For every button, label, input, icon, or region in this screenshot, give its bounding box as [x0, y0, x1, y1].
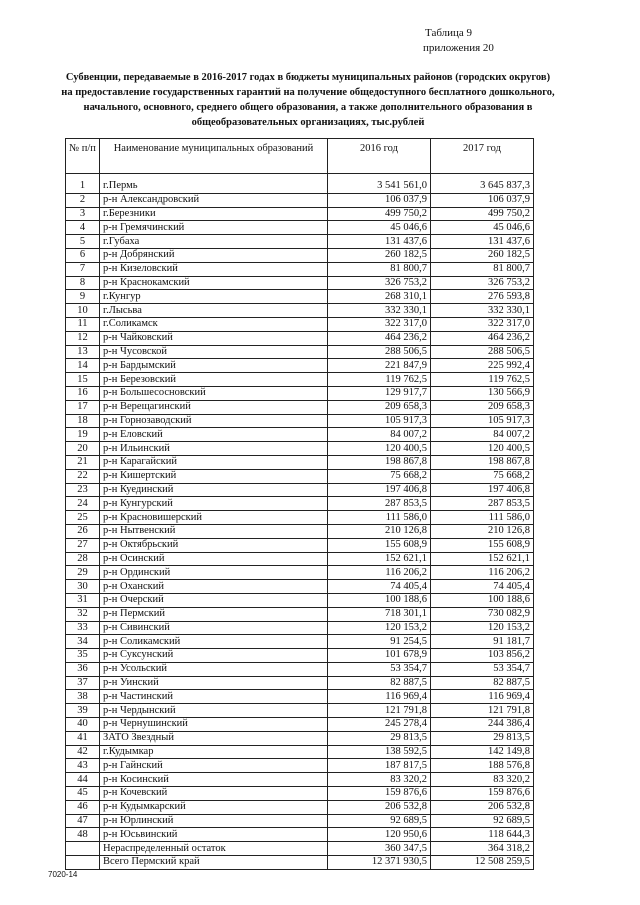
table-row [66, 317, 534, 331]
row-number-cell: 41 [66, 731, 100, 745]
value-2017-cell: 3 645 837,3 [431, 174, 534, 194]
municipality-name-cell: р-н Усольский [100, 662, 328, 676]
value-2017-cell: 45 046,6 [431, 221, 534, 235]
municipality-name-cell: р-н Кизеловский [100, 262, 328, 276]
municipality-name-cell: р-н Осинский [100, 552, 328, 566]
municipality-name-cell: г.Березники [100, 207, 328, 221]
municipality-name-cell: р-н Ильинский [100, 442, 328, 456]
table-row [66, 428, 534, 442]
row-number-cell: 42 [66, 745, 100, 759]
value-2017-cell: 92 689,5 [431, 814, 534, 828]
subvention-table [65, 138, 534, 870]
value-2016-cell: 91 254,5 [328, 635, 431, 649]
value-2016-cell: 332 330,1 [328, 304, 431, 318]
municipality-name-cell: р-н Косинский [100, 773, 328, 787]
document-code: 7020-14 [48, 870, 78, 879]
municipality-name-cell: р-н Чусовской [100, 345, 328, 359]
value-2017-cell: 152 621,1 [431, 552, 534, 566]
table-row [66, 773, 534, 787]
value-2017-cell: 105 917,3 [431, 414, 534, 428]
value-2016-cell: 53 354,7 [328, 662, 431, 676]
municipality-name-cell: р-н Гайнский [100, 759, 328, 773]
municipality-name-cell: р-н Чернушинский [100, 718, 328, 732]
value-2016-cell: 210 126,8 [328, 524, 431, 538]
row-number-cell: 20 [66, 442, 100, 456]
municipality-name-cell: р-н Верещагинский [100, 400, 328, 414]
row-number-cell: 5 [66, 235, 100, 249]
value-2017-cell: 106 037,9 [431, 193, 534, 207]
municipality-name-cell: р-н Чердынский [100, 704, 328, 718]
row-number-cell: 37 [66, 676, 100, 690]
value-2016-cell: 84 007,2 [328, 428, 431, 442]
table-row [66, 538, 534, 552]
column-header-number: № п/п [66, 139, 100, 174]
table-row [66, 800, 534, 814]
municipality-name-cell: р-н Оханский [100, 580, 328, 594]
table-number: Таблица 9 [425, 27, 473, 39]
municipality-name-cell: р-н Большесосновский [100, 386, 328, 400]
row-number-cell: 29 [66, 566, 100, 580]
table-row [66, 414, 534, 428]
table-row [66, 731, 534, 745]
value-2017-cell: 119 762,5 [431, 373, 534, 387]
row-number-cell: 7 [66, 262, 100, 276]
row-number-cell: 45 [66, 787, 100, 801]
value-2017-cell: 332 330,1 [431, 304, 534, 318]
row-number-cell: 26 [66, 524, 100, 538]
value-2017-cell: 260 182,5 [431, 248, 534, 262]
row-number-cell: 1 [66, 174, 100, 194]
table-row [66, 207, 534, 221]
value-2017-cell: 118 644,3 [431, 828, 534, 842]
municipality-name-cell: р-н Краснокамский [100, 276, 328, 290]
row-number-cell: 9 [66, 290, 100, 304]
municipality-name-cell: г.Кунгур [100, 290, 328, 304]
table-row [66, 483, 534, 497]
value-2016-cell: 322 317,0 [328, 317, 431, 331]
municipality-name-cell: р-н Кочевский [100, 787, 328, 801]
value-2016-cell: 360 347,5 [328, 842, 431, 856]
value-2017-cell: 81 800,7 [431, 262, 534, 276]
table-row [66, 649, 534, 663]
table-row [66, 511, 534, 525]
value-2017-cell: 12 508 259,5 [431, 856, 534, 870]
value-2017-cell: 103 856,2 [431, 649, 534, 663]
row-number-cell: 28 [66, 552, 100, 566]
value-2017-cell: 53 354,7 [431, 662, 534, 676]
municipality-name-cell: р-н Уинский [100, 676, 328, 690]
row-number-cell: 27 [66, 538, 100, 552]
row-number-cell: 6 [66, 248, 100, 262]
table-row [66, 455, 534, 469]
value-2016-cell: 138 592,5 [328, 745, 431, 759]
row-number-cell: 3 [66, 207, 100, 221]
value-2017-cell: 111 586,0 [431, 511, 534, 525]
value-2016-cell: 81 800,7 [328, 262, 431, 276]
value-2017-cell: 120 153,2 [431, 621, 534, 635]
row-number-cell: 8 [66, 276, 100, 290]
row-number-cell: 38 [66, 690, 100, 704]
row-number-cell: 40 [66, 718, 100, 732]
value-2016-cell: 120 950,6 [328, 828, 431, 842]
value-2016-cell: 155 608,9 [328, 538, 431, 552]
municipality-name-cell: р-н Очерский [100, 593, 328, 607]
municipality-name-cell: р-н Красновишерский [100, 511, 328, 525]
row-number-cell: 4 [66, 221, 100, 235]
municipality-name-cell: р-н Кудымкарский [100, 800, 328, 814]
table-row [66, 635, 534, 649]
table-row [66, 497, 534, 511]
table-row [66, 828, 534, 842]
value-2016-cell: 129 917,7 [328, 386, 431, 400]
row-number-cell: 16 [66, 386, 100, 400]
value-2017-cell: 116 206,2 [431, 566, 534, 580]
value-2016-cell: 120 400,5 [328, 442, 431, 456]
row-number-cell: 39 [66, 704, 100, 718]
value-2016-cell: 111 586,0 [328, 511, 431, 525]
value-2017-cell: 29 813,5 [431, 731, 534, 745]
table-row [66, 814, 534, 828]
value-2016-cell: 106 037,9 [328, 193, 431, 207]
value-2017-cell: 206 532,8 [431, 800, 534, 814]
municipality-name-cell: р-н Октябрьский [100, 538, 328, 552]
row-number-cell: 18 [66, 414, 100, 428]
municipality-name-cell: р-н Карагайский [100, 455, 328, 469]
table-row [66, 331, 534, 345]
value-2016-cell: 3 541 561,0 [328, 174, 431, 194]
municipality-name-cell: р-н Гремячинский [100, 221, 328, 235]
table-row [66, 676, 534, 690]
table-body [66, 174, 534, 870]
municipality-name-cell: р-н Еловский [100, 428, 328, 442]
value-2017-cell: 100 188,6 [431, 593, 534, 607]
value-2017-cell: 82 887,5 [431, 676, 534, 690]
appendix-number: приложения 20 [423, 42, 494, 54]
row-number-cell: 15 [66, 373, 100, 387]
table-row [66, 193, 534, 207]
value-2016-cell: 101 678,9 [328, 649, 431, 663]
value-2017-cell: 91 181,7 [431, 635, 534, 649]
value-2017-cell: 120 400,5 [431, 442, 534, 456]
value-2016-cell: 198 867,8 [328, 455, 431, 469]
table-row [66, 745, 534, 759]
row-number-cell: 33 [66, 621, 100, 635]
row-number-cell: 19 [66, 428, 100, 442]
municipality-name-cell: р-н Ординский [100, 566, 328, 580]
value-2016-cell: 100 188,6 [328, 593, 431, 607]
table-row [66, 759, 534, 773]
table-row [66, 174, 534, 194]
value-2016-cell: 209 658,3 [328, 400, 431, 414]
municipality-name-cell: р-н Частинский [100, 690, 328, 704]
municipality-name-cell: р-н Александровский [100, 193, 328, 207]
table-row [66, 552, 534, 566]
value-2016-cell: 116 969,4 [328, 690, 431, 704]
value-2016-cell: 260 182,5 [328, 248, 431, 262]
municipality-name-cell: г.Пермь [100, 174, 328, 194]
value-2016-cell: 268 310,1 [328, 290, 431, 304]
table-row [66, 262, 534, 276]
value-2016-cell: 197 406,8 [328, 483, 431, 497]
municipality-name-cell: г.Соликамск [100, 317, 328, 331]
value-2016-cell: 119 762,5 [328, 373, 431, 387]
municipality-name-cell: р-н Сивинский [100, 621, 328, 635]
table-label [425, 26, 494, 56]
table-row [66, 690, 534, 704]
value-2017-cell: 130 566,9 [431, 386, 534, 400]
value-2016-cell: 326 753,2 [328, 276, 431, 290]
value-2016-cell: 92 689,5 [328, 814, 431, 828]
row-number-cell: 24 [66, 497, 100, 511]
value-2016-cell: 75 668,2 [328, 469, 431, 483]
row-number-cell: 46 [66, 800, 100, 814]
value-2016-cell: 152 621,1 [328, 552, 431, 566]
row-number-cell: 48 [66, 828, 100, 842]
row-number-cell: 34 [66, 635, 100, 649]
value-2017-cell: 288 506,5 [431, 345, 534, 359]
table-row [66, 704, 534, 718]
row-number-cell: 32 [66, 607, 100, 621]
table-row [66, 442, 534, 456]
table-row [66, 276, 534, 290]
value-2016-cell: 131 437,6 [328, 235, 431, 249]
municipality-name-cell: р-н Березовский [100, 373, 328, 387]
table-row [66, 580, 534, 594]
row-number-cell: 12 [66, 331, 100, 345]
municipality-name-cell: р-н Юрлинский [100, 814, 328, 828]
row-number-cell: 43 [66, 759, 100, 773]
municipality-name-cell: Всего Пермский край [100, 856, 328, 870]
value-2017-cell: 197 406,8 [431, 483, 534, 497]
row-number-cell: 36 [66, 662, 100, 676]
value-2016-cell: 206 532,8 [328, 800, 431, 814]
value-2017-cell: 116 969,4 [431, 690, 534, 704]
table-row [66, 718, 534, 732]
value-2016-cell: 29 813,5 [328, 731, 431, 745]
value-2017-cell: 84 007,2 [431, 428, 534, 442]
municipality-name-cell: р-н Соликамский [100, 635, 328, 649]
value-2016-cell: 287 853,5 [328, 497, 431, 511]
value-2017-cell: 464 236,2 [431, 331, 534, 345]
value-2017-cell: 364 318,2 [431, 842, 534, 856]
value-2016-cell: 718 301,1 [328, 607, 431, 621]
row-number-cell: 13 [66, 345, 100, 359]
table-row [66, 607, 534, 621]
value-2016-cell: 83 320,2 [328, 773, 431, 787]
value-2016-cell: 105 917,3 [328, 414, 431, 428]
table-row [66, 373, 534, 387]
value-2016-cell: 120 153,2 [328, 621, 431, 635]
value-2016-cell: 121 791,8 [328, 704, 431, 718]
value-2016-cell: 82 887,5 [328, 676, 431, 690]
value-2017-cell: 276 593,8 [431, 290, 534, 304]
table-row [66, 787, 534, 801]
municipality-name-cell: р-н Бардымский [100, 359, 328, 373]
column-header-name: Наименование муниципальных образований [100, 139, 328, 174]
value-2017-cell: 75 668,2 [431, 469, 534, 483]
row-number-cell: 44 [66, 773, 100, 787]
municipality-name-cell: р-н Добрянский [100, 248, 328, 262]
table-row [66, 524, 534, 538]
value-2017-cell: 244 386,4 [431, 718, 534, 732]
table-row [66, 400, 534, 414]
value-2017-cell: 131 437,6 [431, 235, 534, 249]
municipality-name-cell: г.Лысьва [100, 304, 328, 318]
value-2016-cell: 464 236,2 [328, 331, 431, 345]
value-2016-cell: 221 847,9 [328, 359, 431, 373]
row-number-cell: 31 [66, 593, 100, 607]
table-row [66, 235, 534, 249]
table-row [66, 359, 534, 373]
table-row [66, 221, 534, 235]
municipality-name-cell: р-н Юсьвинский [100, 828, 328, 842]
value-2016-cell: 288 506,5 [328, 345, 431, 359]
value-2017-cell: 322 317,0 [431, 317, 534, 331]
value-2017-cell: 225 992,4 [431, 359, 534, 373]
value-2016-cell: 12 371 930,5 [328, 856, 431, 870]
row-number-cell: 22 [66, 469, 100, 483]
value-2017-cell: 74 405,4 [431, 580, 534, 594]
value-2017-cell: 210 126,8 [431, 524, 534, 538]
value-2017-cell: 209 658,3 [431, 400, 534, 414]
table-row [66, 469, 534, 483]
value-2016-cell: 159 876,6 [328, 787, 431, 801]
value-2017-cell: 159 876,6 [431, 787, 534, 801]
municipality-name-cell: ЗАТО Звездный [100, 731, 328, 745]
value-2016-cell: 45 046,6 [328, 221, 431, 235]
municipality-name-cell: г.Кудымкар [100, 745, 328, 759]
value-2016-cell: 245 278,4 [328, 718, 431, 732]
table-row [66, 304, 534, 318]
column-header-2016: 2016 год [328, 139, 431, 174]
value-2017-cell: 83 320,2 [431, 773, 534, 787]
table-row [66, 566, 534, 580]
table-header-row [66, 139, 534, 174]
column-header-2017: 2017 год [431, 139, 534, 174]
row-number-cell: 10 [66, 304, 100, 318]
row-number-cell: 47 [66, 814, 100, 828]
row-number-cell: 21 [66, 455, 100, 469]
municipality-name-cell: р-н Кишертский [100, 469, 328, 483]
row-number-cell: 23 [66, 483, 100, 497]
municipality-name-cell: р-н Пермский [100, 607, 328, 621]
municipality-name-cell: Нераспределенный остаток [100, 842, 328, 856]
value-2016-cell: 116 206,2 [328, 566, 431, 580]
table-row [66, 248, 534, 262]
table-row [66, 345, 534, 359]
table-row [66, 621, 534, 635]
municipality-name-cell: р-н Нытвенский [100, 524, 328, 538]
table-row [66, 386, 534, 400]
value-2017-cell: 499 750,2 [431, 207, 534, 221]
table-row [66, 842, 534, 856]
municipality-name-cell: р-н Кунгурский [100, 497, 328, 511]
value-2016-cell: 74 405,4 [328, 580, 431, 594]
table-row [66, 662, 534, 676]
value-2017-cell: 730 082,9 [431, 607, 534, 621]
row-number-cell [66, 842, 100, 856]
row-number-cell: 17 [66, 400, 100, 414]
value-2016-cell: 187 817,5 [328, 759, 431, 773]
row-number-cell [66, 856, 100, 870]
value-2017-cell: 155 608,9 [431, 538, 534, 552]
municipality-name-cell: г.Губаха [100, 235, 328, 249]
municipality-name-cell: р-н Суксунский [100, 649, 328, 663]
value-2017-cell: 188 576,8 [431, 759, 534, 773]
table-row [66, 290, 534, 304]
value-2017-cell: 287 853,5 [431, 497, 534, 511]
municipality-name-cell: р-н Куединский [100, 483, 328, 497]
municipality-name-cell: р-н Горнозаводский [100, 414, 328, 428]
row-number-cell: 35 [66, 649, 100, 663]
municipality-name-cell: р-н Чайковский [100, 331, 328, 345]
row-number-cell: 2 [66, 193, 100, 207]
row-number-cell: 25 [66, 511, 100, 525]
value-2017-cell: 121 791,8 [431, 704, 534, 718]
table-row [66, 593, 534, 607]
value-2017-cell: 142 149,8 [431, 745, 534, 759]
value-2016-cell: 499 750,2 [328, 207, 431, 221]
document-title: Субвенции, передаваемые в 2016-2017 годах в бюджеты муниципальных районов (городских округов) на предоставление государственных гарантий на получение общедоступного бесплатного дошкольного, начального, основного, среднего общего образования, а также дополнительного образования в общеобразовательных организациях, тыс.рублей [61, 72, 555, 128]
row-number-cell: 30 [66, 580, 100, 594]
value-2017-cell: 198 867,8 [431, 455, 534, 469]
value-2017-cell: 326 753,2 [431, 276, 534, 290]
table-row [66, 856, 534, 870]
row-number-cell: 14 [66, 359, 100, 373]
row-number-cell: 11 [66, 317, 100, 331]
